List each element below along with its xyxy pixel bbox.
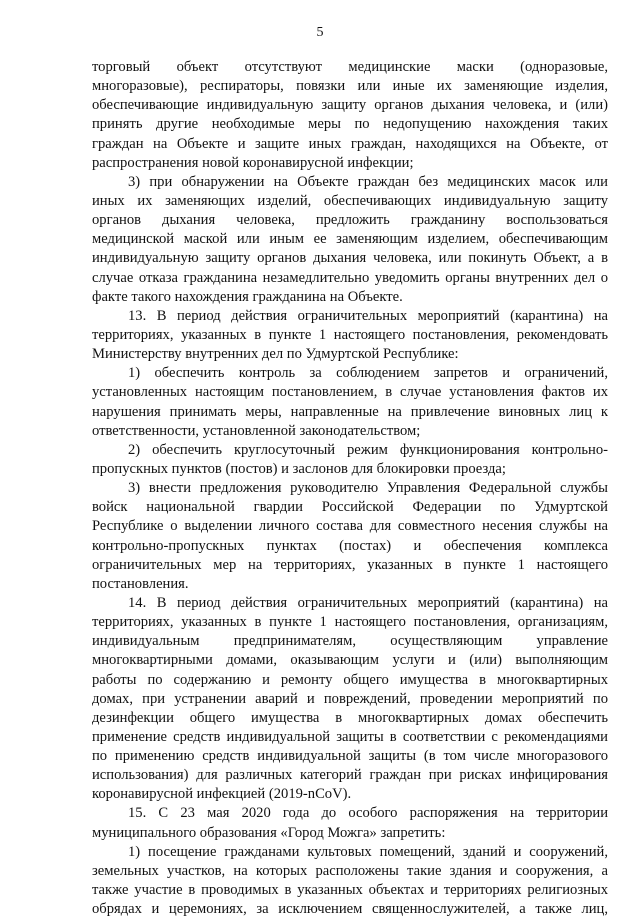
text-line: также участие в проводимых в указанных объектах и территориях религиозных [92, 882, 608, 899]
text-line: пропускных пунктов (постов) и заслонов для блокировки проезда; [92, 460, 506, 477]
text-line: Республике о выделении личного состава для совместного несения службы на [92, 518, 608, 535]
text-line: Министерству внутренних дел по Удмуртской Республике: [92, 346, 459, 363]
text-line: территориях, указанных в пункте 1 настоящего постановления, рекомендовать [92, 326, 608, 343]
text-line: контрольно-пропускных пунктах (постах) и обеспечения комплекса [92, 537, 608, 554]
text-line: земельных участков, на которых расположены такие здания и сооружения, а [92, 862, 608, 879]
text-line: обеспечивающие индивидуальную защиту органов дыхания человека, и (или) [92, 97, 608, 114]
text-line: ответственности, установленной законодательством; [92, 422, 421, 439]
text-line: 13. В период действия ограничительных мероприятий (карантина) на [128, 307, 608, 324]
text-line: территориях, указанных в пункте 1 настоящего постановления, организациям, [92, 614, 608, 631]
text-line: иных их заменяющих изделий, обеспечивающих индивидуальную защиту [92, 192, 608, 209]
text-line: медицинской маской или иным ее заменяющим изделием, обеспечивающим [92, 231, 608, 248]
text-line: 14. В период действия ограничительных мероприятий (карантина) на [128, 594, 608, 611]
text-line: 1) посещение гражданами культовых помещений, зданий и сооружений, [128, 843, 608, 860]
text-line: органов дыхания человека, предложить гражданину воспользоваться [92, 212, 608, 229]
text-line: индивидуальную защиту органов дыхания человека, или покинуть Объект, а в [92, 250, 608, 267]
text-line: дезинфекции общего имущества в многоквартирных домах обеспечить [92, 709, 608, 726]
document-body [92, 58, 608, 919]
text-line: индивидуальным предпринимателям, осуществляющим управление [92, 633, 608, 650]
text-line: использования) для различных категорий граждан при рисках инфицирования [92, 767, 608, 784]
text-line: 3) внести предложения руководителю Управления Федеральной службы [128, 480, 608, 497]
text-line: 1) обеспечить контроль за соблюдением запретов и ограничений, [128, 365, 608, 382]
text-line: домах, при устранении аварий и повреждений, проведении мероприятий по [92, 690, 608, 707]
text-line: муниципального образования «Город Можга» запретить: [92, 824, 446, 841]
text-line: 15. С 23 мая 2020 года до особого распоряжения на территории [128, 805, 608, 822]
text-line: нарушения принимать меры, направленные на привлечение виновных лиц к [92, 403, 608, 420]
text-line: установленных настоящим постановлением, в случае установления фактов их [92, 384, 608, 401]
text-line: обрядах и церемониях, за исключением священнослужителей, а также лиц, [92, 901, 608, 918]
text-line: 2) обеспечить круглосуточный режим функционирования контрольно- [128, 441, 608, 458]
text-line: по применению средств индивидуальной защиты (в том числе многоразового [92, 748, 608, 765]
text-line: случае отказа гражданина незамедлительно уведомить органы внутренних дел о [92, 269, 608, 286]
text-line: работы по содержанию и ремонту общего имущества в многоквартирных [92, 671, 608, 688]
text-line: 3) при обнаружении на Объекте граждан без медицинских масок или [128, 173, 608, 190]
page-number: 5 [316, 25, 324, 40]
text-line: многоразовые), респираторы, повязки или иные их заменяющие изделия, [92, 78, 608, 95]
text-line: постановления. [92, 575, 189, 592]
text-line: факте такого нахождения гражданина на Объекте. [92, 288, 403, 305]
text-line: принять другие необходимые меры по недопущению нахождения таких [92, 116, 608, 133]
text-line: ограничительных мер на территориях, указанных в пункте 1 настоящего [92, 556, 608, 573]
text-line: торговый объект отсутствуют медицинские маски (одноразовые, [92, 59, 608, 75]
text-line: граждан на Объекте и защите иных граждан, находящихся на Объекте, от [92, 135, 608, 152]
text-line: многоквартирными домами, оказывающим услуги и (или) выполняющим [92, 652, 608, 669]
text-line: применение средств индивидуальной защиты в соответствии с рекомендациями [92, 728, 608, 745]
text-line: коронавирусной инфекцией (2019-nCoV). [92, 786, 352, 803]
text-line: войск национальной гвардии Российской Федерации по Удмуртской [92, 499, 608, 516]
text-line: распространения новой коронавирусной инфекции; [92, 154, 414, 171]
